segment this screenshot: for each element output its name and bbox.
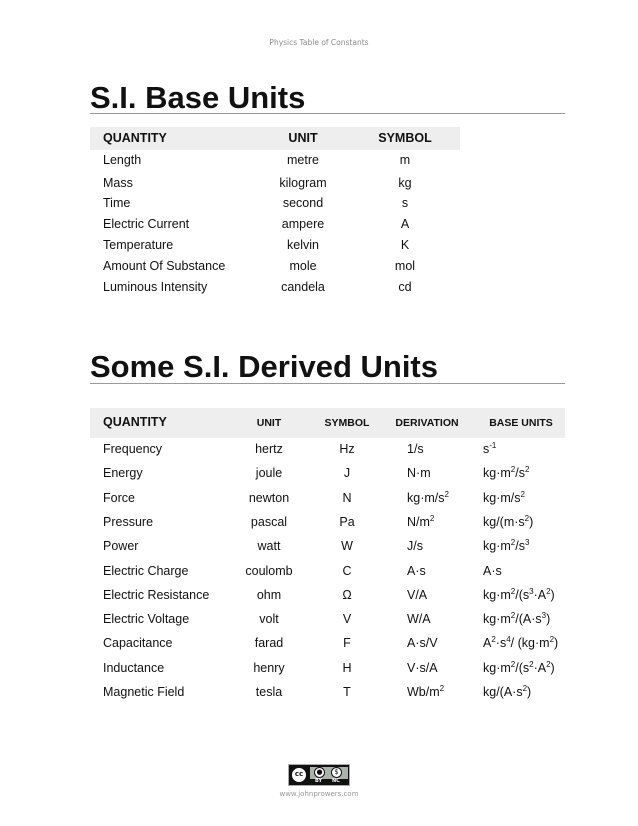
base-units-cell: $A^2\cdot s^4/$ $(kg\cdot m^2)$ — [483, 635, 559, 650]
quantity-cell: Frequency — [103, 442, 163, 456]
base-units-cell: $kg\cdot m^2/s^2$ — [483, 465, 530, 480]
symbol-cell: H — [342, 661, 352, 675]
base-units-cell: $kg\cdot m^2/(s^3\cdot A^2)$ — [483, 587, 555, 602]
symbol-cell: Pa — [339, 515, 355, 529]
symbol-cell: J — [343, 466, 351, 480]
quantity-cell: Pressure — [103, 515, 154, 529]
attribution-person-icon: ● — [314, 767, 325, 778]
unit-cell: watt — [257, 539, 281, 553]
unit-cell: henry — [253, 661, 285, 675]
base-units-cell: $kg\cdot m^2/(s^2\cdot A^2)$ — [483, 660, 555, 675]
unit-cell: second — [282, 196, 324, 210]
derived-header-derivation: DERIVATION — [395, 417, 459, 429]
derivation-cell: $kg\cdot m/s^2$ — [407, 490, 449, 505]
quantity-cell: Time — [103, 196, 131, 210]
base-units-cell: $kg\cdot m^2/(A\cdot s^3)$ — [483, 611, 551, 626]
base-units-title: S.I. Base Units — [90, 80, 306, 115]
quantity-cell: Electric Resistance — [103, 588, 210, 602]
unit-cell: pascal — [250, 515, 288, 529]
unit-cell: kelvin — [287, 238, 319, 252]
unit-cell: tesla — [255, 685, 283, 699]
symbol-cell: mol — [394, 259, 416, 273]
unit-cell: candela — [281, 280, 325, 294]
base-units-cell: $kg/(m\cdot s^2)$ — [483, 514, 534, 529]
derived-units-title: Some S.I. Derived Units — [90, 349, 438, 384]
quantity-cell: Force — [103, 491, 135, 505]
unit-cell: volt — [259, 612, 279, 626]
quantity-cell: Electric Current — [103, 217, 190, 231]
base-units-rule — [90, 113, 565, 114]
base-units-cell: A·s — [483, 564, 502, 578]
quantity-cell: Luminous Intensity — [103, 280, 208, 294]
symbol-cell: Hz — [339, 442, 355, 456]
base-units-cell: $kg\cdot m/s^2$ — [483, 490, 525, 505]
unit-cell: hertz — [255, 442, 283, 456]
symbol-cell: T — [343, 685, 351, 699]
page-header: Physics Table of Constants — [269, 38, 369, 47]
symbol-cell: m — [399, 153, 411, 167]
derivation-cell: A·s/V — [407, 636, 438, 650]
derivation-cell: $N/m^2$ — [407, 514, 435, 529]
derived-header-base-units: BASE UNITS — [489, 417, 553, 429]
derived-units-rule — [90, 383, 565, 384]
base-units-cell: $kg/(A\cdot s^2)$ — [483, 684, 532, 699]
quantity-cell: Electric Charge — [103, 564, 189, 578]
symbol-cell: A — [400, 217, 410, 231]
symbol-cell: kg — [398, 176, 412, 190]
derivation-cell: J/s — [407, 539, 423, 553]
quantity-cell: Power — [103, 539, 139, 553]
quantity-cell: Electric Voltage — [103, 612, 190, 626]
footer-url[interactable]: www.johnprowers.com — [279, 790, 359, 798]
symbol-cell: cd — [398, 280, 412, 294]
derivation-cell: A·s — [407, 564, 426, 578]
quantity-cell: Amount Of Substance — [103, 259, 226, 273]
noncommercial-icon: $ — [331, 767, 342, 778]
symbol-cell: F — [343, 636, 351, 650]
quantity-cell: Energy — [103, 466, 143, 480]
derivation-cell: N·m — [407, 466, 431, 480]
symbol-cell: Ω — [342, 588, 352, 602]
symbol-cell: K — [400, 238, 410, 252]
unit-cell: kilogram — [279, 176, 327, 190]
cc-license-badge[interactable] — [288, 764, 350, 786]
derivation-cell: W/A — [407, 612, 431, 626]
base-units-cell: $s^{-1}$ — [483, 441, 497, 456]
symbol-cell: W — [341, 539, 353, 553]
quantity-cell: Mass — [103, 176, 133, 190]
quantity-cell: Capacitance — [103, 636, 173, 650]
derived-header-unit: UNIT — [256, 417, 282, 429]
symbol-cell: s — [401, 196, 409, 210]
base-header-quantity: QUANTITY — [103, 131, 167, 145]
derived-header-quantity: QUANTITY — [103, 415, 167, 429]
derivation-cell: V/A — [407, 588, 428, 602]
derivation-cell: 1/s — [407, 442, 424, 456]
unit-cell: coulomb — [245, 564, 293, 578]
derived-header-symbol: SYMBOL — [324, 417, 370, 429]
unit-cell: ohm — [256, 588, 282, 602]
cc-by-label: BY — [315, 778, 323, 784]
unit-cell: newton — [248, 491, 290, 505]
unit-cell: joule — [255, 466, 283, 480]
derivation-cell: V·s/A — [407, 661, 438, 675]
quantity-cell: Magnetic Field — [103, 685, 185, 699]
unit-cell: ampere — [281, 217, 325, 231]
symbol-cell: V — [342, 612, 352, 626]
unit-cell: metre — [287, 153, 319, 167]
quantity-cell: Length — [103, 153, 142, 167]
symbol-cell: N — [342, 491, 352, 505]
derivation-cell: $Wb/m^2$ — [407, 684, 445, 699]
quantity-cell: Temperature — [103, 238, 174, 252]
unit-cell: farad — [254, 636, 284, 650]
base-header-unit: UNIT — [288, 131, 318, 145]
symbol-cell: C — [342, 564, 352, 578]
base-header-symbol: SYMBOL — [378, 131, 432, 145]
unit-cell: mole — [289, 259, 317, 273]
cc-nc-label: NC — [332, 778, 340, 784]
cc-logo-icon: cc — [291, 767, 307, 783]
base-units-cell: $kg\cdot m^2/s^3$ — [483, 538, 530, 553]
quantity-cell: Inductance — [103, 661, 165, 675]
